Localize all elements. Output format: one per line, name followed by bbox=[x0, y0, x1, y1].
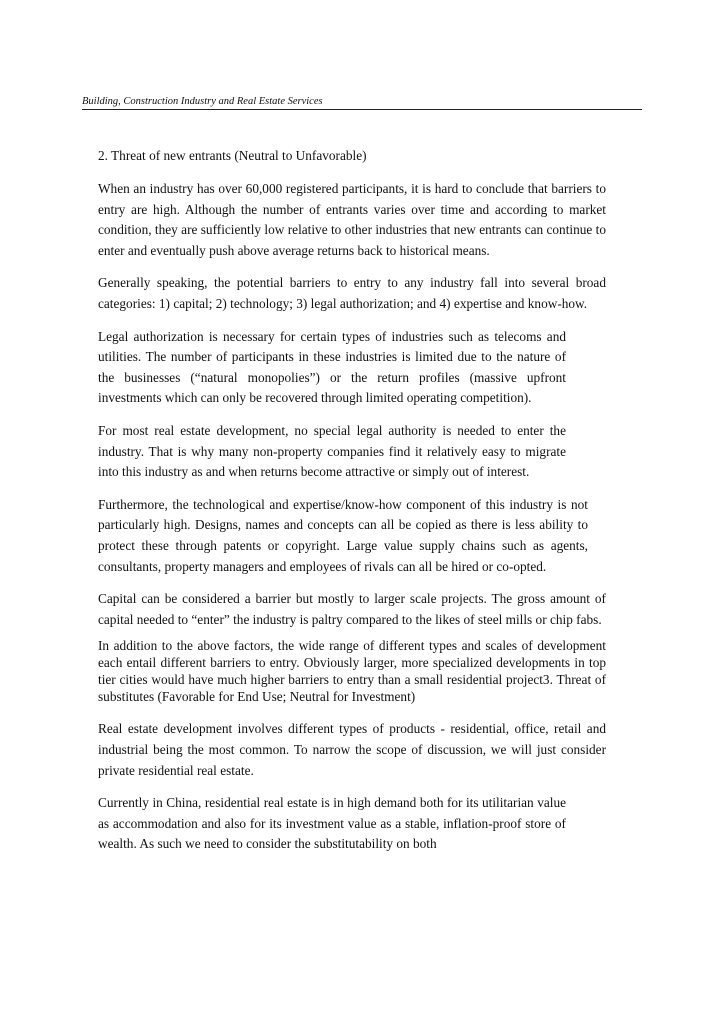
section-heading: 2. Threat of new entrants (Neutral to Unfavorable) bbox=[98, 148, 367, 163]
paragraph-china-residential: Currently in China, residential real estate is in high demand both for its utilitarian value as accommodation and also for its investment value as a stable, inflation-proof store of wealth. As such we need to consider the substitutability on both bbox=[98, 795, 566, 852]
paragraph-technology-expertise: Furthermore, the technological and expertise/know-how component of this industry is not particularly high. Designs, names and concepts can all be copied as there is less ability to protect these through patents or copyright. Large value supply chains such as agents, consultants, property managers and employees of rivals can all be hired or co-opted. bbox=[98, 496, 588, 574]
paragraph-new-entrants-count: When an industry has over 60,000 registered participants, it is hard to conclude that barriers to entry are high. Although the number of entrants varies over time and according to market condition, they are sufficiently low relative to other industries that new entrants can continue to enter and eventually push above average returns back to historical means. bbox=[98, 181, 606, 258]
running-header: Building, Construction Industry and Real Estate Services bbox=[82, 95, 642, 110]
paragraph-legal-authorization: Legal authorization is necessary for certain types of industries such as telecoms and utilities. The number of participants in these industries is limited due to the nature of the businesses (“natural monopolies”) or the return profiles (massive upfront investments which can only be recovered through limited operating competition). bbox=[98, 328, 566, 406]
page-body bbox=[98, 146, 606, 867]
paragraph-no-legal-authority: For most real estate development, no special legal authority is needed to enter the industry. That is why many non-property companies find it relatively easy to migrate into this industry as and when returns become attractive or simply out of interest. bbox=[98, 422, 566, 480]
paragraph-development-scales: In addition to the above factors, the wide range of different types and scales of development each entail different barriers to entry. Obviously larger, more specialized developments in top tier cities would have much higher barriers to entry than a small residential project3. Threat of substitutes (Favorable for End Use; Neutral for Investment) bbox=[98, 638, 606, 704]
paragraph-capital-barrier: Capital can be considered a barrier but mostly to larger scale projects. The gross amount of capital needed to “enter” the industry is paltry compared to the likes of steel mills or chip fabs. bbox=[98, 591, 606, 627]
paragraph-product-types: Real estate development involves different types of products - residential, office, retail and industrial being the most common. To narrow the scope of discussion, we will just consider private residential real estate. bbox=[98, 721, 606, 778]
paragraph-barrier-categories: Generally speaking, the potential barriers to entry to any industry fall into several broad categories: 1) capital; 2) technology; 3) legal authorization; and 4) expertise and know-how. bbox=[98, 275, 606, 311]
